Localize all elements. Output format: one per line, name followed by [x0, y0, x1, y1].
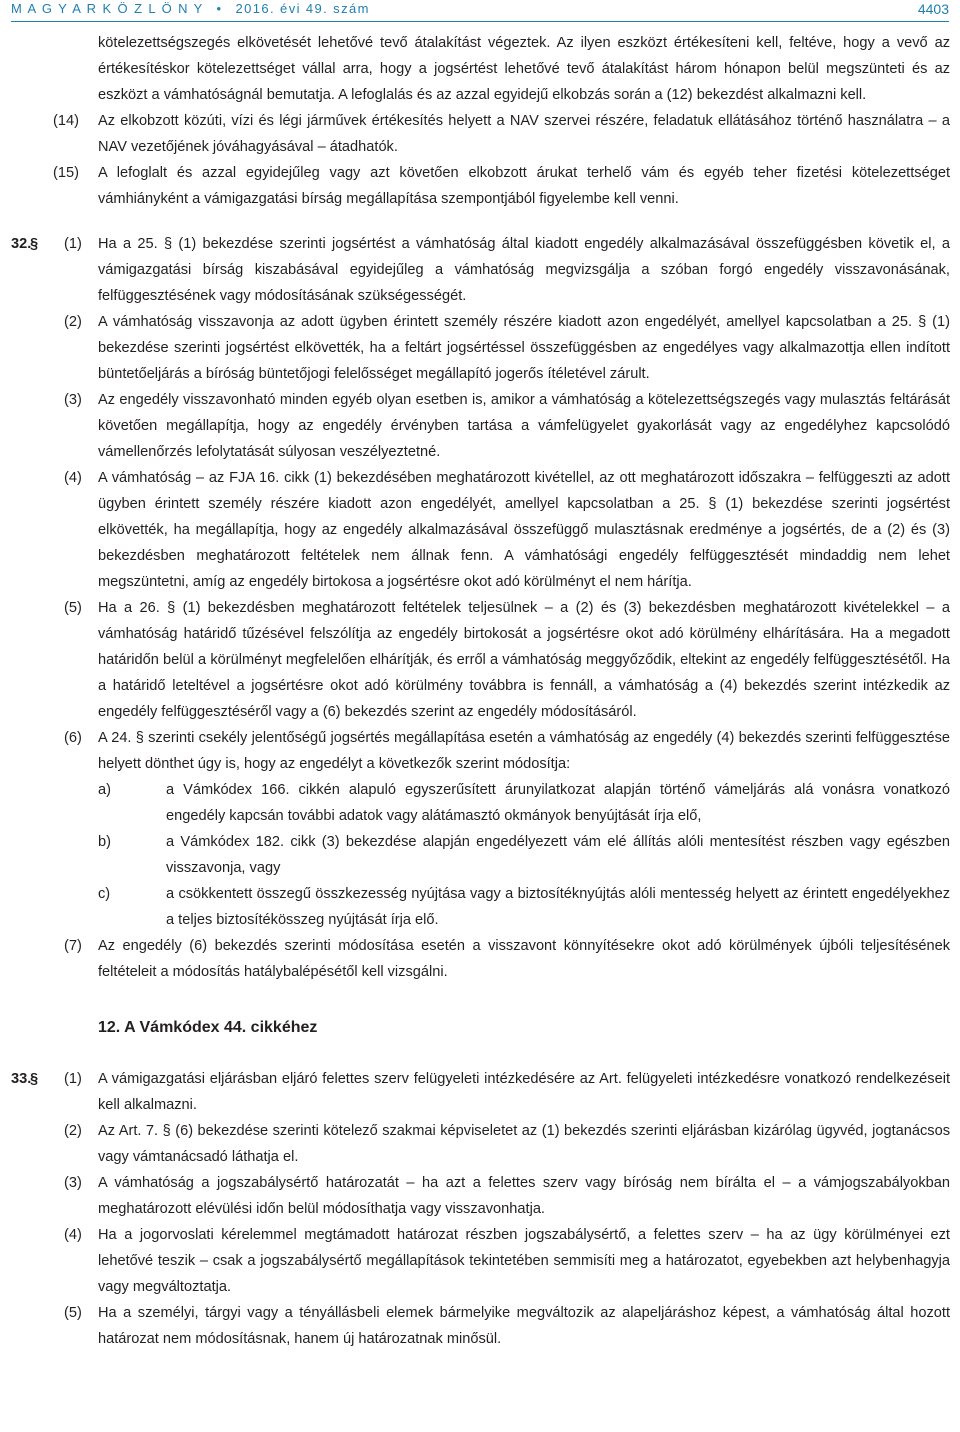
point-text: a csökkentett összegű összkezesség nyújtása vagy a biztosítéknyújtás alóli mentesség helyett az érintett engedélyekhez a teljes biztosítékösszeg nyújtását írja elő. [166, 886, 950, 928]
paragraph-32-4 [0, 465, 960, 595]
paragraph-text: kötelezettségszegés elkövetését lehetővé tevő átalakítást végeztek. Az ilyen eszközt értékesíteni kell, feltéve, hogy a vevő az értékesítéskor kötelezettséget vállal arra, hogy a jogsértést lehetővé tevő átalakítást három hónapon belül megszünteti és az eszközt a vámhatóságnál bemutatja. A lefoglalás és az azzal egyidejű elkobzás során a (12) bekezdést alkalmazni kell. [98, 35, 950, 103]
section-32 [0, 231, 960, 985]
issue-label: 2016. évi 49. szám [235, 1, 370, 16]
header-rule [11, 21, 949, 22]
subtitle-heading-12: 12. A Vámkódex 44. cikkéhez [98, 1019, 318, 1036]
paragraph-number: (15) [53, 165, 79, 181]
paragraph-32-6 [0, 725, 960, 933]
header-left [11, 1, 370, 16]
point-b [98, 829, 950, 881]
section-number: 33. [11, 1071, 32, 1087]
paragraph-text: Ha a jogorvoslati kérelemmel megtámadott határozat részben jogszabálysértő, a felettes szerv – ha az ügy körülményei ezt lehetővé teszik – csak a jogszabálysértő megállapítások tekintetében semmisíti meg a határozatot, egyebekben azt helybenhagyja vagy megváltoztatja. [98, 1227, 950, 1295]
paragraph-32-7 [0, 933, 960, 985]
paragraph-text: A vámhatóság a jogszabálysértő határozatát – ha azt a felettes szerv vagy bíróság nem bírálta el – a vámjogszabályokban meghatározott elévülési időn belül módosíthatja vagy visszavonhatja. [98, 1175, 950, 1217]
paragraph-number: (3) [64, 1175, 82, 1191]
paragraph-15 [0, 160, 960, 212]
paragraph-text: A vámigazgatási eljárásban eljáró felettes szerv felügyeleti intézkedésére az Art. felügyeleti intézkedésre vonatkozó rendelkezéseit kell alkalmazni. [98, 1071, 950, 1113]
paragraph-32-3 [0, 387, 960, 465]
paragraph-number: (4) [64, 470, 82, 486]
paragraph-text: Ha a 26. § (1) bekezdésben meghatározott feltételek teljesülnek – a (2) és (3) bekezdésben meghatározott kivételekkel – a vámhatóság határidő tűzésével felszólítja az engedély birtokosát a jogsértésre okot adó körülmény elhárítására. Ha a megadott határidőn belül a körülményt megfelelően elhárítják, és erről a vámhatóság meggyőződik, eltekint az engedély felfüggesztésétől. Ha a határidő leteltével a jogsértésre okot adó körülmény továbbra is fennáll, a vámhatóság a (4) bekezdés szerint intézkedik az engedély felfüggesztéséről vagy a (6) bekezdés szerint az engedély módosításáról. [98, 600, 950, 720]
paragraph-text: Az engedély visszavonható minden egyéb olyan esetben is, amikor a vámhatóság a kötelezettségszegés vagy mulasztás feltárását követően megállapítja, hogy az engedély érvényben tartása a vámfelügyelet gyakorlását vagy az engedélyhez kapcsolódó vámellenőrzés lefolytatását súlyosan veszélyeztetné. [98, 392, 950, 460]
point-label: a) [98, 782, 111, 798]
paragraph-number: (3) [64, 392, 82, 408]
paragraph-33-1 [0, 1066, 960, 1118]
paragraph-33-3 [0, 1170, 960, 1222]
point-label: c) [98, 886, 111, 902]
paragraph-number: (5) [64, 1305, 82, 1321]
section-sign: § [30, 1071, 39, 1087]
paragraph-number: (6) [64, 730, 82, 746]
header-bullet: • [216, 1, 223, 16]
paragraph-number: (5) [64, 600, 82, 616]
page-header [0, 0, 960, 20]
point-a [98, 777, 950, 829]
paragraph-text: Az elkobzott közúti, vízi és légi járművek értékesítés helyett a NAV szervei részére, feladatuk ellátásához történő használatra – a NAV vezetőjének jóváhagyásával – átadhatók. [98, 113, 950, 155]
paragraph-number: (14) [53, 113, 79, 129]
document-body [0, 30, 960, 1352]
paragraph-text: A lefoglalt és azzal egyidejűleg vagy azt követően elkobzott árukat terhelő vám és egyéb teher fizetési kötelezettséget vámhiányként a vámigazgatási bírság megállapítása szempontjából figyelembe kell venni. [98, 165, 950, 207]
publication-title: M A G Y A R K Ö Z L Ö N Y [11, 1, 204, 16]
paragraph-33-4 [0, 1222, 960, 1300]
section-number: 32. [11, 236, 32, 252]
intro-paragraph [0, 30, 960, 108]
paragraph-14 [0, 108, 960, 160]
paragraph-text: A vámhatóság – az FJA 16. cikk (1) bekezdésében meghatározott kivétellel, az ott meghatározott időszakra – felfüggeszti az adott ügyben érintett személy részére kiadott azon engedélyét, amellyel kapcsolatban a 25. § (1) bekezdése szerinti jogsértést elkövették, ha megállapítja, hogy az engedély alkalmazásával összefüggő mulasztásnak eredménye a jogsértés, de a (2) és (3) bekezdésben meghatározott feltételek nem állnak fenn. A vámhatósági engedély felfüggesztését mindaddig nem lehet megszüntetni, amíg az engedély birtokosa a jogsértésre okot adó körülményt el nem hárítja. [98, 470, 950, 590]
paragraph-text: Az Art. 7. § (6) bekezdése szerinti kötelező szakmai képviseletet az (1) bekezdés szerinti eljárásban kizárólag ügyvéd, jogtanácsos vagy vámtanácsadó láthatja el. [98, 1123, 950, 1165]
paragraph-text: A 24. § szerinti csekély jelentőségű jogsértés megállapítása esetén a vámhatóság az engedély (4) bekezdés szerinti felfüggesztése helyett dönthet úgy is, hogy az engedélyt a következők szerint módosítja: [98, 730, 950, 772]
paragraph-33-2 [0, 1118, 960, 1170]
paragraph-32-5 [0, 595, 960, 725]
section-sign: § [30, 236, 39, 252]
paragraph-text: A vámhatóság visszavonja az adott ügyben érintett személy részére kiadott azon engedélyét, amellyel kapcsolatban a 25. § (1) bekezdése szerinti jogsértést elkövették, ha a feltárt jogsértéssel összefüggésben az engedélyes vagy alkalmazottja ellen indított büntetőeljárás a bíróság büntetőjogi felelősséget megállapító jogerős ítéletével zárult. [98, 314, 950, 382]
paragraph-text: Az engedély (6) bekezdés szerinti módosítása esetén a visszavont könnyítésekre okot adó körülmények újbóli teljesítésének feltételeit a módosítás hatálybalépésétől kell vizsgálni. [98, 938, 950, 980]
paragraph-32-2 [0, 309, 960, 387]
paragraph-number: (7) [64, 938, 82, 954]
page-number: 4403 [917, 1, 949, 17]
paragraph-number: (4) [64, 1227, 82, 1243]
point-c [98, 881, 950, 933]
point-text: a Vámkódex 182. cikk (3) bekezdése alapján engedélyezett vám elé állítás alóli mentesítést részben vagy egészben visszavonja, vagy [166, 834, 950, 876]
paragraph-text: Ha a 25. § (1) bekezdése szerinti jogsértést a vámhatóság által kiadott engedély alkalmazásával összefüggésben követik el, a vámigazgatási bírság kiszabásával egyidejűleg a vámhatóság megvizsgálja a szóban forgó engedély visszavonásának, felfüggesztésének vagy módosításának szükségességét. [98, 236, 950, 304]
paragraph-32-1 [0, 231, 960, 309]
point-text: a Vámkódex 166. cikkén alapuló egyszerűsített árunyilatkozat alapján történő vámeljárás alá vonásra vonatkozó engedély kapcsán további adatok vagy alátámasztó okmányok benyújtását írja elő, [166, 782, 950, 824]
paragraph-number: (2) [64, 1123, 82, 1139]
paragraph-33-5 [0, 1300, 960, 1352]
point-label: b) [98, 834, 111, 850]
paragraph-text: Ha a személyi, tárgyi vagy a tényállásbeli elemek bármelyike megváltozik az alapeljáráshoz képest, a vámhatóság által hozott határozat nem módosításnak, hanem új határozatnak minősül. [98, 1305, 950, 1347]
paragraph-number: (1) [64, 236, 82, 252]
section-33 [0, 1066, 960, 1352]
paragraph-number: (2) [64, 314, 82, 330]
paragraph-number: (1) [64, 1071, 82, 1087]
